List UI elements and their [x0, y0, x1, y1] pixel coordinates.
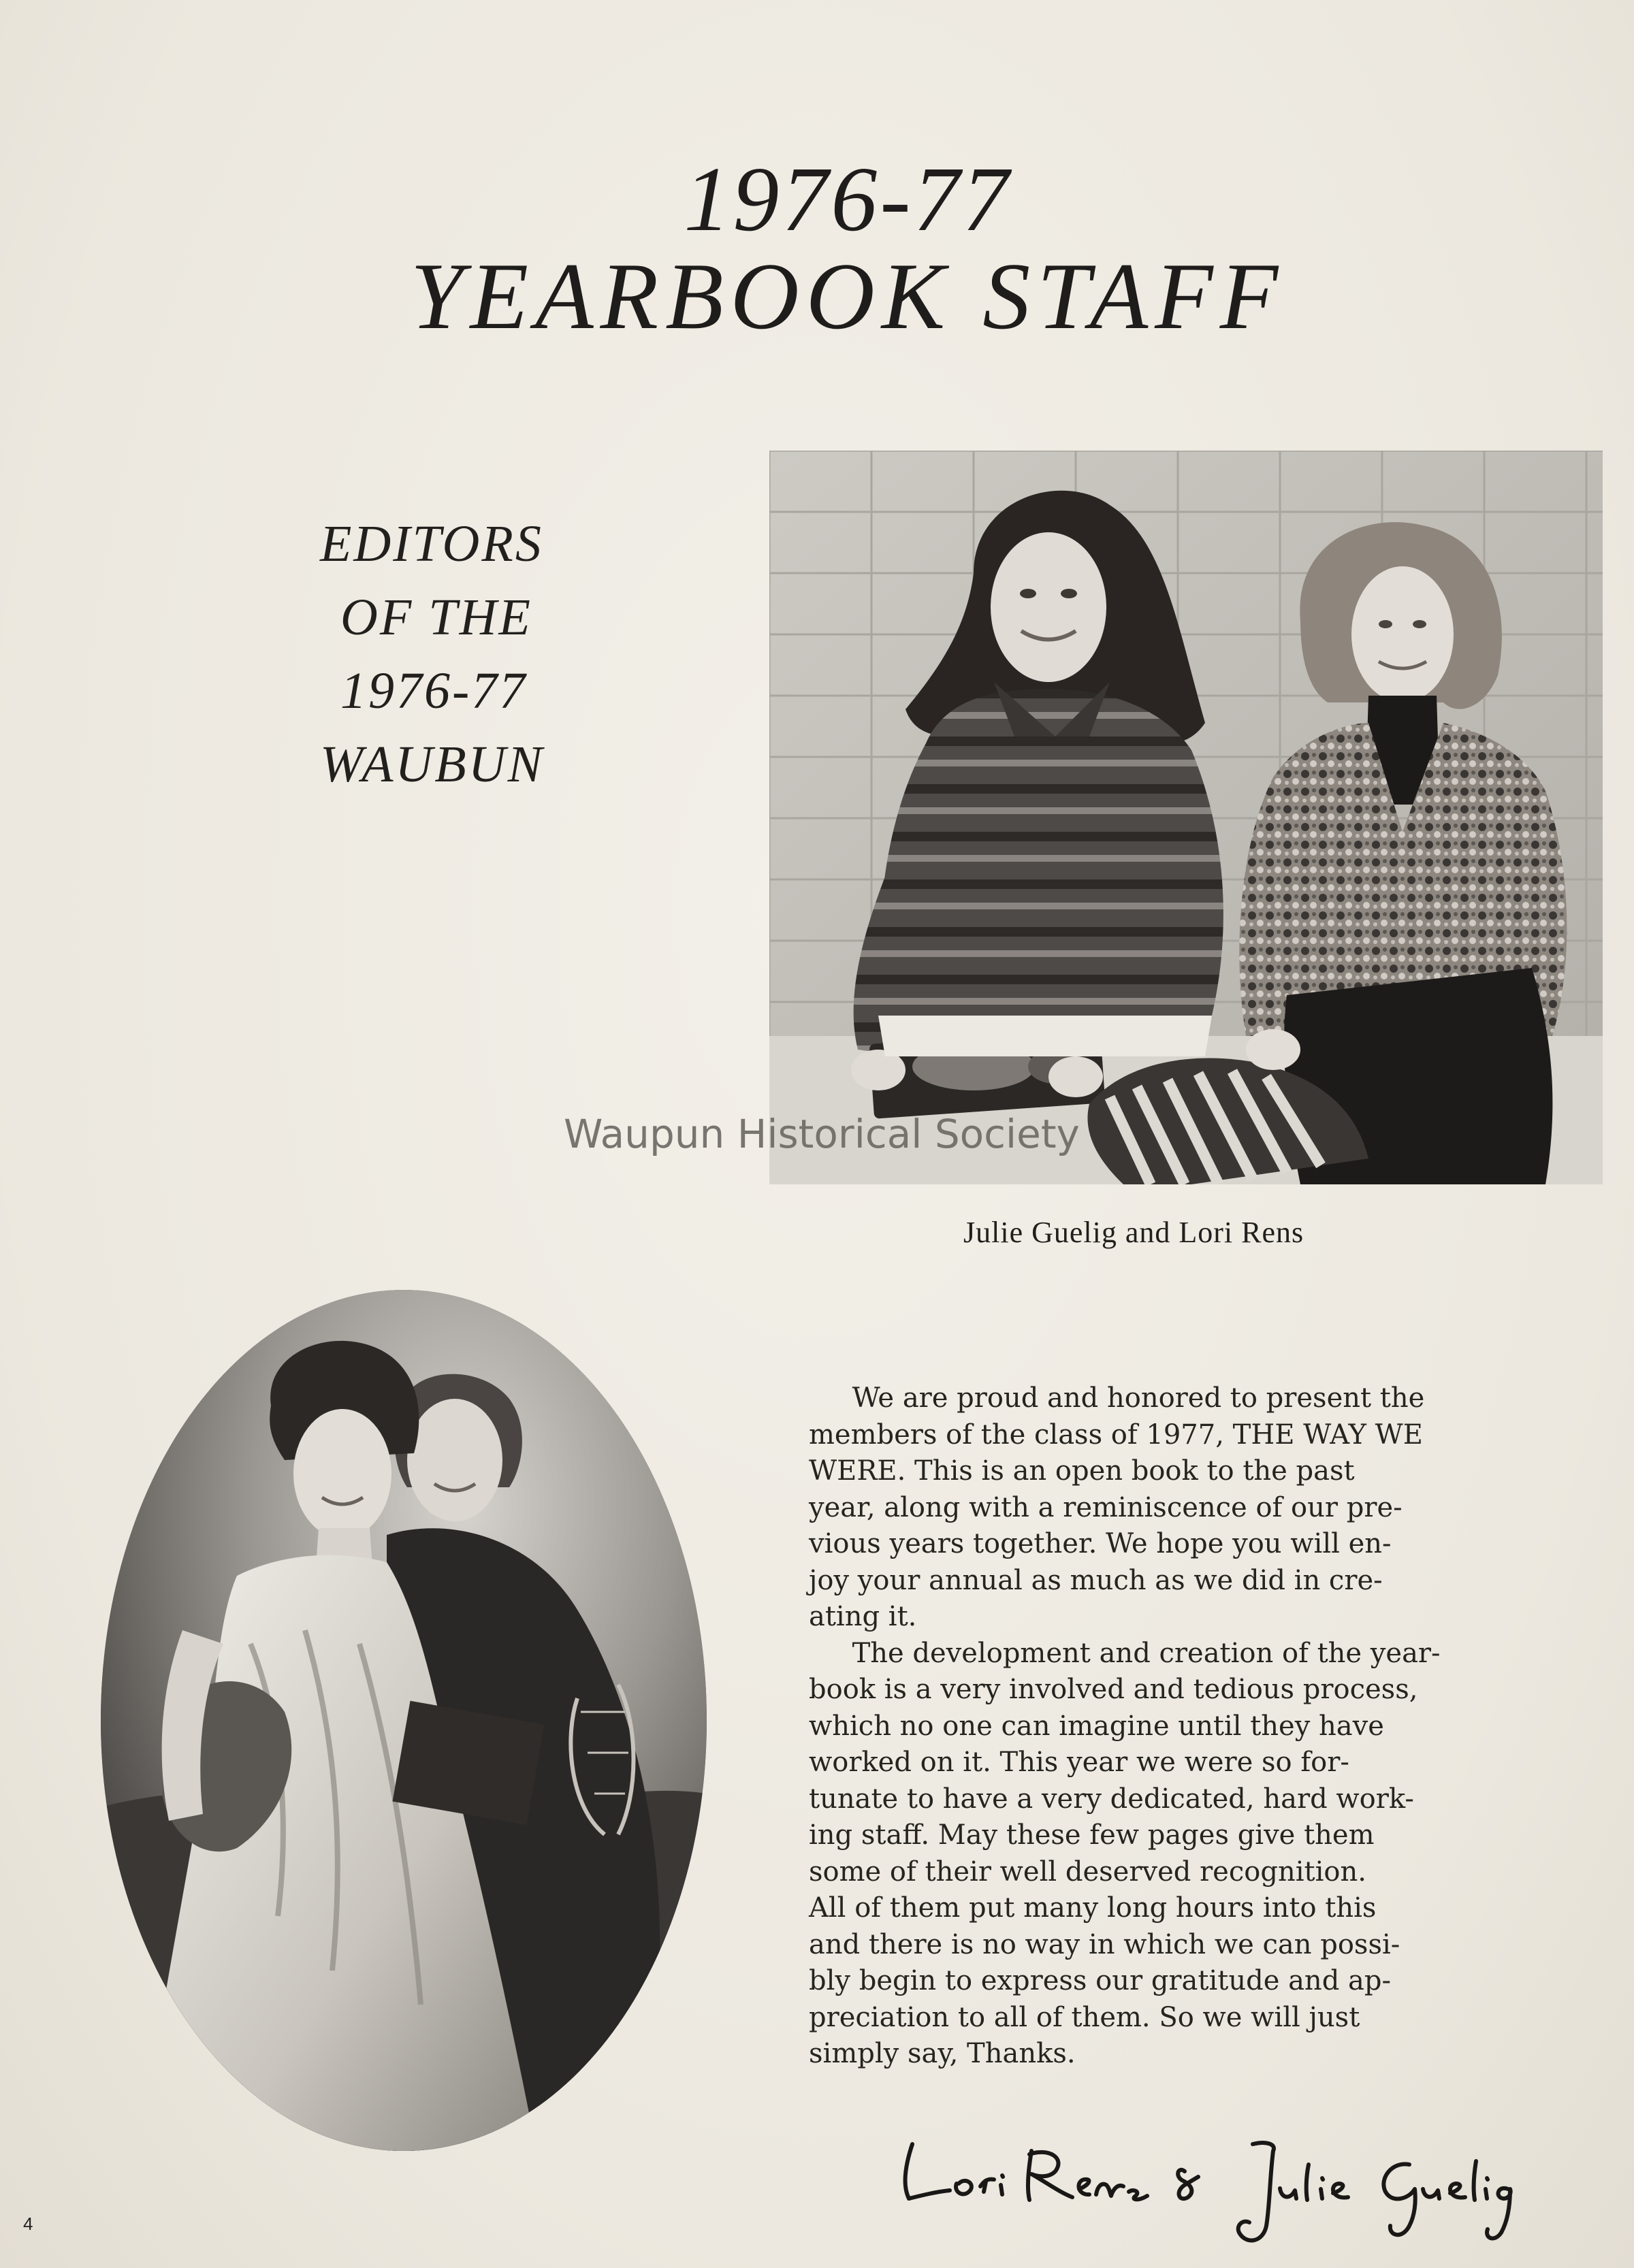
letter-line: We are proud and honored to present the: [809, 1382, 1425, 1414]
editors-photo: [769, 451, 1603, 1184]
editors-heading-line: 1976-77: [340, 662, 528, 719]
letter-line: ing staff. May these few pages give them: [809, 1819, 1375, 1851]
letter-line: vious years together. We hope you will en-: [809, 1528, 1392, 1559]
editors-heading-line: OF THE: [340, 589, 532, 646]
watermark: Waupun Historical Society: [564, 1111, 1080, 1157]
letter-line: some of their well deserved recognition.: [809, 1856, 1366, 1888]
letter-line: The development and creation of the year-: [809, 1637, 1441, 1669]
letter-line: joy your annual as much as we did in cre-: [809, 1564, 1383, 1596]
letter-line: year, along with a reminiscence of our pre-: [809, 1491, 1403, 1523]
letter-line: simply say, Thanks.: [809, 2038, 1076, 2069]
editors-photo-image: [769, 451, 1603, 1184]
editors-heading: [320, 507, 544, 801]
letter-line: members of the class of 1977, THE WAY WE: [809, 1419, 1423, 1451]
letter-line: ating it.: [809, 1601, 917, 1632]
letter-line: tunate to have a very dedicated, hard work-: [809, 1783, 1414, 1815]
oval-portrait-image: [101, 1290, 707, 2151]
handwritten-signature: [885, 2124, 1525, 2253]
page-title: YEARBOOK STAFF: [410, 244, 1285, 349]
letter-line: book is a very involved and tedious process,: [809, 1674, 1418, 1705]
editors-heading-line: WAUBUN: [320, 736, 545, 793]
letter-line: preciation to all of them. So we will just: [809, 2001, 1360, 2033]
letter-line: which no one can imagine until they have: [809, 1710, 1384, 1742]
page-number: 4: [23, 2214, 33, 2234]
oval-portrait-photo: [101, 1290, 707, 2151]
page-title-year: 1976-77: [684, 148, 1012, 250]
photo-caption: Julie Guelig and Lori Rens: [963, 1216, 1304, 1249]
editors-heading-line: EDITORS: [320, 515, 543, 572]
letter-line: worked on it. This year we were so for-: [809, 1747, 1349, 1778]
letter-line: All of them put many long hours into this: [809, 1892, 1377, 1924]
letter-line: and there is no way in which we can possi-: [809, 1928, 1400, 1960]
letter-line: WERE. This is an open book to the past: [809, 1455, 1355, 1487]
editors-letter: [809, 1380, 1592, 2073]
letter-line: bly begin to express our gratitude and ap-: [809, 1965, 1391, 1996]
